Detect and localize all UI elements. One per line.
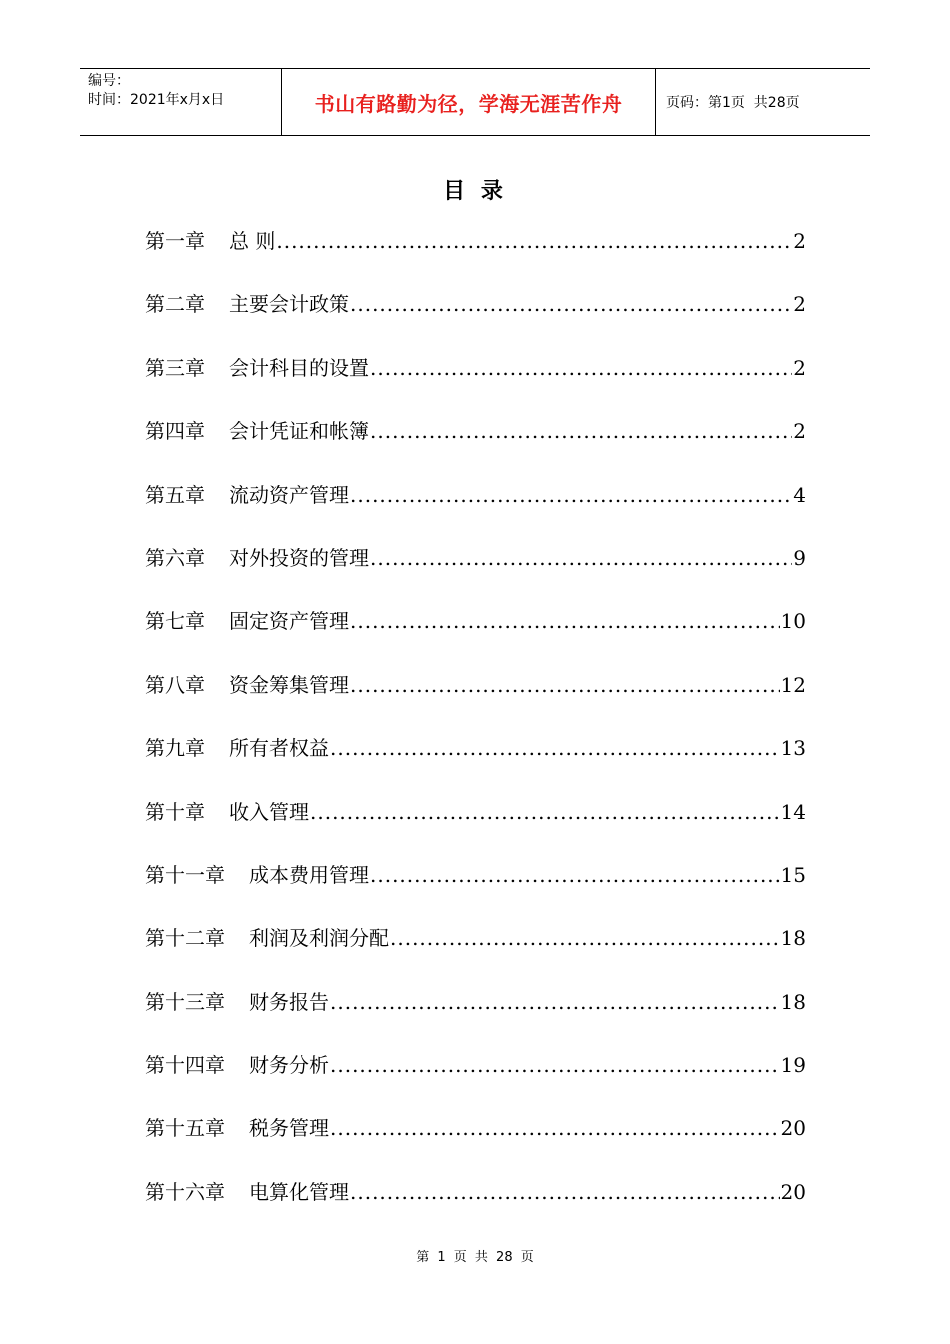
- toc-page-number: 12: [780, 672, 806, 697]
- toc-topic: 流动资产管理: [229, 482, 349, 507]
- toc-entry[interactable]: [145, 923, 806, 986]
- toc-page-number: 13: [780, 736, 806, 761]
- toc-chapter: 第一章: [145, 229, 205, 253]
- toc-chapter: 第十二章: [145, 926, 225, 951]
- toc-entry[interactable]: [145, 1177, 806, 1240]
- toc-page-number: 18: [780, 926, 806, 951]
- toc-entry[interactable]: [145, 289, 806, 352]
- toc-page-number: 14: [780, 799, 806, 824]
- toc-topic: 财务报告: [249, 989, 329, 1014]
- toc-chapter: 第十六章: [145, 1179, 225, 1204]
- toc-entry[interactable]: [145, 733, 806, 796]
- toc-entry[interactable]: [145, 1113, 806, 1176]
- toc-chapter: 第十章: [145, 799, 205, 824]
- toc-topic: 成本费用管理: [249, 862, 369, 887]
- toc-page-number: 4: [793, 482, 806, 507]
- toc-entry[interactable]: [145, 353, 806, 416]
- toc-topic: 固定资产管理: [229, 609, 349, 634]
- toc-chapter: 第九章: [145, 736, 205, 761]
- toc-page-number: 15: [780, 862, 806, 887]
- toc-leader-dots: [350, 670, 780, 700]
- toc-chapter: 第三章: [145, 355, 205, 380]
- toc-leader-dots: [370, 416, 792, 446]
- toc-entry[interactable]: [145, 1050, 806, 1113]
- toc-page-number: 20: [780, 1179, 806, 1204]
- toc-chapter: 第六章: [145, 545, 205, 570]
- toc-chapter: 第二章: [145, 292, 205, 317]
- toc-leader-dots: [276, 226, 792, 256]
- toc-topic: 会计凭证和帐簿: [229, 419, 369, 444]
- toc-leader-dots: [330, 1050, 780, 1080]
- toc-topic: 会计科目的设置: [229, 355, 369, 380]
- toc-title: 目 录: [443, 179, 507, 204]
- toc-leader-dots: [350, 606, 780, 636]
- toc-entry[interactable]: [145, 797, 806, 860]
- toc-page-number: 2: [793, 355, 806, 380]
- document-date: 时间：2021年x月x日: [88, 92, 225, 108]
- toc-topic: 税务管理: [249, 1116, 329, 1141]
- toc-page-number: 19: [780, 1053, 806, 1078]
- toc-entry[interactable]: [145, 987, 806, 1050]
- toc-entry[interactable]: [145, 860, 806, 923]
- toc-topic: 总 则: [229, 229, 276, 253]
- toc-topic: 财务分析: [249, 1053, 329, 1078]
- toc-chapter: 第十四章: [145, 1053, 225, 1078]
- toc-leader-dots: [370, 860, 780, 890]
- table-of-contents: [145, 226, 806, 1240]
- toc-chapter: 第八章: [145, 672, 205, 697]
- toc-topic: 收入管理: [229, 799, 309, 824]
- toc-leader-dots: [370, 353, 792, 383]
- toc-chapter: 第十三章: [145, 989, 225, 1014]
- toc-page-number: 2: [793, 292, 806, 317]
- toc-leader-dots: [390, 923, 780, 953]
- toc-chapter: 第四章: [145, 419, 205, 444]
- toc-page-number: 18: [780, 989, 806, 1014]
- toc-page-number: 2: [793, 419, 806, 444]
- toc-entry[interactable]: [145, 543, 806, 606]
- toc-leader-dots: [310, 797, 780, 827]
- toc-entry[interactable]: [145, 606, 806, 669]
- toc-chapter: 第十五章: [145, 1116, 225, 1141]
- toc-leader-dots: [350, 1177, 780, 1207]
- toc-topic: 对外投资的管理: [229, 545, 369, 570]
- toc-page-number: 20: [780, 1116, 806, 1141]
- toc-leader-dots: [370, 543, 792, 573]
- toc-entry[interactable]: [145, 416, 806, 479]
- toc-leader-dots: [350, 480, 792, 510]
- toc-leader-dots: [330, 1113, 780, 1143]
- document-number-label: 编号：: [88, 73, 130, 89]
- toc-leader-dots: [330, 987, 780, 1017]
- page-footer: 第 1 页 共 28 页: [416, 1250, 534, 1265]
- toc-leader-dots: [330, 733, 780, 763]
- toc-page-number: 10: [780, 609, 806, 634]
- header-page-info: 页码：第1页 共28页: [666, 95, 800, 111]
- toc-page-number: 2: [793, 229, 806, 253]
- toc-topic: 资金筹集管理: [229, 672, 349, 697]
- header-info-cell: [80, 69, 282, 135]
- toc-chapter: 第十一章: [145, 862, 225, 887]
- header-motto: 书山有路勤为径，学海无涯苦作舟: [314, 91, 623, 116]
- toc-entry[interactable]: [145, 226, 806, 289]
- toc-page-number: 9: [793, 545, 806, 570]
- toc-chapter: 第五章: [145, 482, 205, 507]
- toc-topic: 电算化管理: [249, 1179, 349, 1204]
- toc-entry[interactable]: [145, 670, 806, 733]
- toc-topic: 所有者权益: [229, 736, 329, 761]
- toc-entry[interactable]: [145, 480, 806, 543]
- toc-topic: 利润及利润分配: [249, 926, 389, 951]
- toc-topic: 主要会计政策: [229, 292, 349, 317]
- header-page-cell: [656, 69, 870, 135]
- page-header: [80, 68, 870, 136]
- toc-chapter: 第七章: [145, 609, 205, 634]
- toc-leader-dots: [350, 289, 792, 319]
- header-motto-cell: [282, 69, 656, 135]
